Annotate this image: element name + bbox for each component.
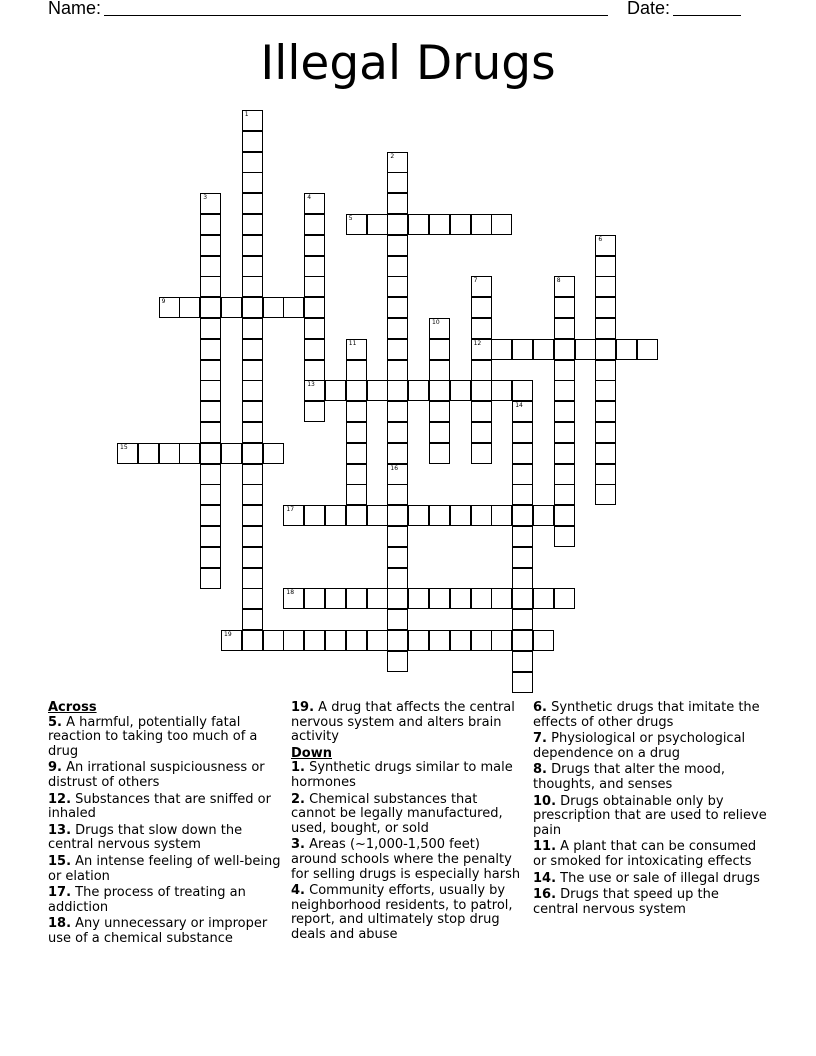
- grid-cell[interactable]: [242, 172, 263, 193]
- grid-cell[interactable]: [387, 609, 408, 630]
- grid-cell[interactable]: [450, 630, 471, 651]
- grid-cell[interactable]: [491, 588, 512, 609]
- grid-cell[interactable]: [512, 380, 533, 401]
- date-label: Date:: [627, 0, 671, 18]
- grid-cell[interactable]: [512, 443, 533, 464]
- grid-cell[interactable]: [283, 588, 304, 609]
- grid-cell[interactable]: [429, 360, 450, 381]
- grid-cell[interactable]: [242, 318, 263, 339]
- grid-cell[interactable]: [221, 297, 242, 318]
- grid-cell[interactable]: [200, 214, 221, 235]
- grid-cell[interactable]: [387, 235, 408, 256]
- clue-number: 16: [390, 464, 399, 472]
- grid-cell[interactable]: [387, 505, 408, 526]
- grid-cell[interactable]: [242, 360, 263, 381]
- grid-cell[interactable]: [512, 672, 533, 693]
- grid-cell[interactable]: [533, 339, 554, 360]
- grid-cell[interactable]: [242, 609, 263, 630]
- grid-cell[interactable]: [471, 443, 492, 464]
- grid-cell[interactable]: [512, 464, 533, 485]
- grid-cell[interactable]: [491, 339, 512, 360]
- grid-cell[interactable]: [304, 360, 325, 381]
- grid-cell[interactable]: [387, 297, 408, 318]
- grid-cell[interactable]: [387, 568, 408, 589]
- grid-cell[interactable]: [595, 318, 616, 339]
- grid-cell[interactable]: [387, 484, 408, 505]
- clue-across-15: 15. An intense feeling of well-being or elation: [48, 853, 281, 884]
- grid-cell[interactable]: [429, 422, 450, 443]
- grid-cell[interactable]: [637, 339, 658, 360]
- grid-cell[interactable]: [595, 297, 616, 318]
- name-label: Name:: [48, 0, 102, 18]
- grid-cell[interactable]: [387, 339, 408, 360]
- grid-cell[interactable]: [242, 380, 263, 401]
- grid-cell[interactable]: [554, 484, 575, 505]
- grid-cell[interactable]: [554, 464, 575, 485]
- grid-cell[interactable]: [304, 401, 325, 422]
- grid-cell[interactable]: [533, 630, 554, 651]
- clue-down-10: 10. Drugs obtainable only by prescription that are used to relieve pain: [533, 793, 767, 838]
- grid-cell[interactable]: [471, 630, 492, 651]
- grid-cell[interactable]: [595, 401, 616, 422]
- grid-cell[interactable]: [242, 568, 263, 589]
- grid-cell[interactable]: [325, 505, 346, 526]
- grid-cell[interactable]: [242, 276, 263, 297]
- grid-cell[interactable]: [200, 568, 221, 589]
- grid-cell[interactable]: [387, 422, 408, 443]
- grid-cell[interactable]: [471, 276, 492, 297]
- grid-cell[interactable]: [450, 588, 471, 609]
- grid-cell[interactable]: [491, 630, 512, 651]
- clue-down-14: 14. The use or sale of illegal drugs: [533, 870, 760, 886]
- grid-cell[interactable]: [346, 422, 367, 443]
- grid-cell[interactable]: [387, 464, 408, 485]
- grid-cell[interactable]: [304, 318, 325, 339]
- grid-cell[interactable]: [159, 297, 180, 318]
- clue-down-4: 4. Community efforts, usually by neighborhood residents, to patrol, report, and ultimately stop drug deals and abuse: [291, 883, 513, 942]
- clue-number: 14: [515, 402, 523, 410]
- clue-across-9: 9. An irrational suspiciousness or distrust of others: [48, 760, 265, 790]
- grid-cell[interactable]: [346, 505, 367, 526]
- grid-cell[interactable]: [138, 443, 159, 464]
- grid-cell[interactable]: [429, 214, 450, 235]
- grid-cell[interactable]: [346, 380, 367, 401]
- grid-cell[interactable]: [200, 256, 221, 277]
- clue-across-5: 5. A harmful, potentially fatal reaction to taking too much of a drug: [48, 714, 258, 759]
- grid-cell[interactable]: [554, 318, 575, 339]
- grid-cell[interactable]: [554, 297, 575, 318]
- grid-cell[interactable]: [221, 630, 242, 651]
- grid-cell[interactable]: [200, 547, 221, 568]
- grid-cell[interactable]: [325, 380, 346, 401]
- grid-cell[interactable]: [346, 360, 367, 381]
- grid-cell[interactable]: [367, 380, 388, 401]
- grid-cell[interactable]: [304, 235, 325, 256]
- grid-cell[interactable]: [471, 505, 492, 526]
- grid-cell[interactable]: [471, 214, 492, 235]
- grid-cell[interactable]: [346, 214, 367, 235]
- grid-cell[interactable]: [387, 214, 408, 235]
- grid-cell[interactable]: [242, 484, 263, 505]
- grid-cell[interactable]: [387, 526, 408, 547]
- grid-cell[interactable]: [554, 401, 575, 422]
- grid-cell[interactable]: [491, 214, 512, 235]
- clue-down-3: 3. Areas (~1,000-1,500 feet) around schools where the penalty for selling drugs is especially harsh: [291, 837, 521, 882]
- clue-across-18: 18. Any unnecessary or improper use of a chemical substance: [48, 916, 268, 946]
- clue-number: 7: [473, 277, 478, 285]
- grid-cell[interactable]: [554, 505, 575, 526]
- clues-column-2: [291, 701, 526, 945]
- grid-cell[interactable]: [429, 505, 450, 526]
- grid-cell[interactable]: [450, 214, 471, 235]
- grid-cell[interactable]: [200, 318, 221, 339]
- grid-cell[interactable]: [200, 505, 221, 526]
- grid-cell[interactable]: [304, 214, 325, 235]
- grid-cell[interactable]: [159, 443, 180, 464]
- clue-down-8: 8. Drugs that alter the mood, thoughts, and senses: [533, 762, 725, 792]
- grid-cell[interactable]: [429, 443, 450, 464]
- across-heading: Across: [48, 700, 97, 715]
- grid-cell[interactable]: [387, 193, 408, 214]
- grid-cell[interactable]: [367, 630, 388, 651]
- clue-number: 3: [203, 194, 208, 202]
- grid-cell[interactable]: [200, 360, 221, 381]
- grid-cell[interactable]: [595, 443, 616, 464]
- grid-cell[interactable]: [450, 505, 471, 526]
- grid-cell[interactable]: [387, 172, 408, 193]
- grid-cell[interactable]: [408, 630, 429, 651]
- down-heading: Down: [291, 745, 332, 761]
- grid-cell[interactable]: [346, 339, 367, 360]
- grid-cell[interactable]: [387, 651, 408, 672]
- grid-cell[interactable]: [346, 588, 367, 609]
- grid-cell[interactable]: [554, 443, 575, 464]
- grid-cell[interactable]: [200, 276, 221, 297]
- grid-cell[interactable]: [387, 630, 408, 651]
- grid-cell[interactable]: [554, 360, 575, 381]
- clue-number: 8: [556, 277, 561, 285]
- grid-cell[interactable]: [304, 297, 325, 318]
- grid-cell[interactable]: [387, 152, 408, 173]
- grid-cell[interactable]: [387, 443, 408, 464]
- grid-cell[interactable]: [242, 547, 263, 568]
- grid-cell[interactable]: [471, 297, 492, 318]
- grid-cell[interactable]: [595, 484, 616, 505]
- grid-cell[interactable]: [595, 276, 616, 297]
- grid-cell[interactable]: [471, 360, 492, 381]
- grid-cell[interactable]: [387, 380, 408, 401]
- grid-cell[interactable]: [616, 339, 637, 360]
- clue-down-2: 2. Chemical substances that cannot be legally manufactured, used, bought, or sold: [291, 791, 503, 836]
- clue-down-7: 7. Physiological or psychological dependence on a drug: [533, 731, 746, 761]
- clue-number: 17: [286, 506, 295, 514]
- grid-cell[interactable]: [512, 568, 533, 589]
- grid-cell[interactable]: [387, 276, 408, 297]
- grid-cell[interactable]: [263, 297, 284, 318]
- grid-cell[interactable]: [367, 214, 388, 235]
- grid-cell[interactable]: [554, 339, 575, 360]
- grid-cell[interactable]: [283, 297, 304, 318]
- clue-down-1: 1. Synthetic drugs similar to male hormones: [291, 760, 513, 790]
- grid-cell[interactable]: [387, 547, 408, 568]
- grid-cell[interactable]: [471, 339, 492, 360]
- grid-cell[interactable]: [471, 422, 492, 443]
- grid-cell[interactable]: [512, 547, 533, 568]
- grid-cell[interactable]: [200, 235, 221, 256]
- grid-cell[interactable]: [429, 401, 450, 422]
- grid-cell[interactable]: [491, 505, 512, 526]
- grid-cell[interactable]: [325, 630, 346, 651]
- grid-cell[interactable]: [408, 588, 429, 609]
- grid-cell[interactable]: [242, 131, 263, 152]
- clue-number: 12: [473, 339, 482, 347]
- grid-cell[interactable]: [200, 339, 221, 360]
- grid-cell[interactable]: [512, 651, 533, 672]
- grid-cell[interactable]: [512, 401, 533, 422]
- grid-cell[interactable]: [387, 401, 408, 422]
- grid-cell[interactable]: [429, 318, 450, 339]
- grid-cell[interactable]: [200, 380, 221, 401]
- grid-cell[interactable]: [512, 422, 533, 443]
- grid-cell[interactable]: [387, 256, 408, 277]
- clues-column-1: [48, 701, 283, 949]
- grid-cell[interactable]: [242, 193, 263, 214]
- grid-cell[interactable]: [242, 464, 263, 485]
- clue-number: 4: [307, 194, 312, 202]
- grid-cell[interactable]: [429, 380, 450, 401]
- grid-cell[interactable]: [346, 464, 367, 485]
- grid-cell[interactable]: [595, 235, 616, 256]
- grid-cell[interactable]: [408, 505, 429, 526]
- clue-number: 13: [307, 381, 315, 389]
- grid-cell[interactable]: [242, 214, 263, 235]
- clue-number: 19: [224, 631, 232, 638]
- clue-number: 10: [432, 319, 440, 326]
- grid-cell[interactable]: [242, 588, 263, 609]
- grid-cell[interactable]: [491, 380, 512, 401]
- grid-cell[interactable]: [242, 630, 263, 651]
- grid-cell[interactable]: [242, 339, 263, 360]
- grid-cell[interactable]: [242, 401, 263, 422]
- grid-cell[interactable]: [512, 339, 533, 360]
- puzzle-title: Illegal Drugs: [260, 36, 556, 91]
- grid-cell[interactable]: [367, 588, 388, 609]
- clue-down-11: 11. A plant that can be consumed or smoked for intoxicating effects: [533, 839, 757, 869]
- grid-cell[interactable]: [304, 630, 325, 651]
- grid-cell[interactable]: [387, 318, 408, 339]
- grid-cell[interactable]: [595, 464, 616, 485]
- grid-cell[interactable]: [471, 380, 492, 401]
- grid-cell[interactable]: [429, 588, 450, 609]
- grid-cell[interactable]: [575, 339, 596, 360]
- clue-across-17: 17. The process of treating an addiction: [48, 885, 246, 915]
- grid-cell[interactable]: [595, 339, 616, 360]
- grid-cell[interactable]: [533, 505, 554, 526]
- grid-cell[interactable]: [387, 588, 408, 609]
- grid-cell[interactable]: [200, 297, 221, 318]
- clue-across-12: 12. Substances that are sniffed or inhaled: [48, 791, 271, 822]
- grid-cell[interactable]: [283, 505, 304, 526]
- grid-cell[interactable]: [512, 526, 533, 547]
- clue-across-19: 19. A drug that affects the central nervous system and alters brain activity: [291, 700, 515, 745]
- grid-cell[interactable]: [304, 193, 325, 214]
- clue-number: 6: [598, 235, 603, 243]
- grid-cell[interactable]: [595, 256, 616, 277]
- grid-cell[interactable]: [595, 380, 616, 401]
- grid-cell[interactable]: [263, 443, 284, 464]
- grid-cell[interactable]: [554, 588, 575, 609]
- grid-cell[interactable]: [554, 380, 575, 401]
- grid-cell[interactable]: [450, 380, 471, 401]
- grid-cell[interactable]: [304, 276, 325, 297]
- grid-cell[interactable]: [179, 443, 200, 464]
- grid-cell[interactable]: [346, 484, 367, 505]
- grid-cell[interactable]: [512, 630, 533, 651]
- grid-cell[interactable]: [304, 339, 325, 360]
- grid-cell[interactable]: [554, 276, 575, 297]
- grid-cell[interactable]: [408, 380, 429, 401]
- clues-column-3: [533, 701, 768, 919]
- grid-cell[interactable]: [367, 505, 388, 526]
- clue-down-16: 16. Drugs that speed up the central nervous system: [533, 887, 719, 917]
- grid-cell[interactable]: [304, 588, 325, 609]
- grid-cell[interactable]: [242, 256, 263, 277]
- grid-cell[interactable]: [242, 422, 263, 443]
- grid-cell[interactable]: [346, 630, 367, 651]
- grid-cell[interactable]: [117, 443, 138, 464]
- grid-cell[interactable]: [283, 630, 304, 651]
- clue-number: 11: [348, 339, 357, 347]
- clue-across-13: 13. Drugs that slow down the central nervous system: [48, 822, 243, 853]
- grid-cell[interactable]: [471, 401, 492, 422]
- grid-cell[interactable]: [512, 505, 533, 526]
- clue-down-6: 6. Synthetic drugs that imitate the effects of other drugs: [533, 700, 760, 730]
- grid-cell[interactable]: [242, 110, 263, 131]
- grid-cell[interactable]: [387, 360, 408, 381]
- grid-cell[interactable]: [200, 401, 221, 422]
- grid-cell[interactable]: [242, 526, 263, 547]
- grid-cell[interactable]: [304, 380, 325, 401]
- grid-cell[interactable]: [304, 505, 325, 526]
- grid-cell[interactable]: [263, 630, 284, 651]
- grid-cell[interactable]: [429, 630, 450, 651]
- grid-cell[interactable]: [242, 152, 263, 173]
- grid-cell[interactable]: [325, 588, 346, 609]
- grid-cell[interactable]: [221, 443, 242, 464]
- grid-cell[interactable]: [595, 360, 616, 381]
- grid-cell[interactable]: [200, 484, 221, 505]
- clue-number: 5: [348, 215, 353, 222]
- clue-number: 9: [161, 298, 166, 306]
- grid-cell[interactable]: [554, 526, 575, 547]
- grid-cell[interactable]: [200, 422, 221, 443]
- grid-cell[interactable]: [408, 214, 429, 235]
- clue-number: 15: [120, 443, 128, 451]
- clue-number: 1: [244, 111, 249, 118]
- grid-cell[interactable]: [595, 422, 616, 443]
- grid-cell[interactable]: [200, 443, 221, 464]
- grid-cell[interactable]: [200, 464, 221, 485]
- grid-cell[interactable]: [179, 297, 200, 318]
- grid-cell[interactable]: [533, 588, 554, 609]
- grid-cell[interactable]: [200, 193, 221, 214]
- grid-cell[interactable]: [242, 505, 263, 526]
- grid-cell[interactable]: [554, 422, 575, 443]
- grid-cell[interactable]: [512, 588, 533, 609]
- grid-cell[interactable]: [304, 256, 325, 277]
- grid-cell[interactable]: [471, 318, 492, 339]
- grid-cell[interactable]: [346, 401, 367, 422]
- grid-cell[interactable]: [346, 443, 367, 464]
- grid-cell[interactable]: [512, 609, 533, 630]
- grid-cell[interactable]: [512, 484, 533, 505]
- grid-cell[interactable]: [429, 339, 450, 360]
- clue-number: 2: [390, 152, 395, 160]
- grid-cell[interactable]: [242, 297, 263, 318]
- grid-cell[interactable]: [242, 235, 263, 256]
- clue-number: 18: [286, 589, 295, 597]
- grid-cell[interactable]: [242, 443, 263, 464]
- grid-cell[interactable]: [200, 526, 221, 547]
- grid-cell[interactable]: [471, 588, 492, 609]
